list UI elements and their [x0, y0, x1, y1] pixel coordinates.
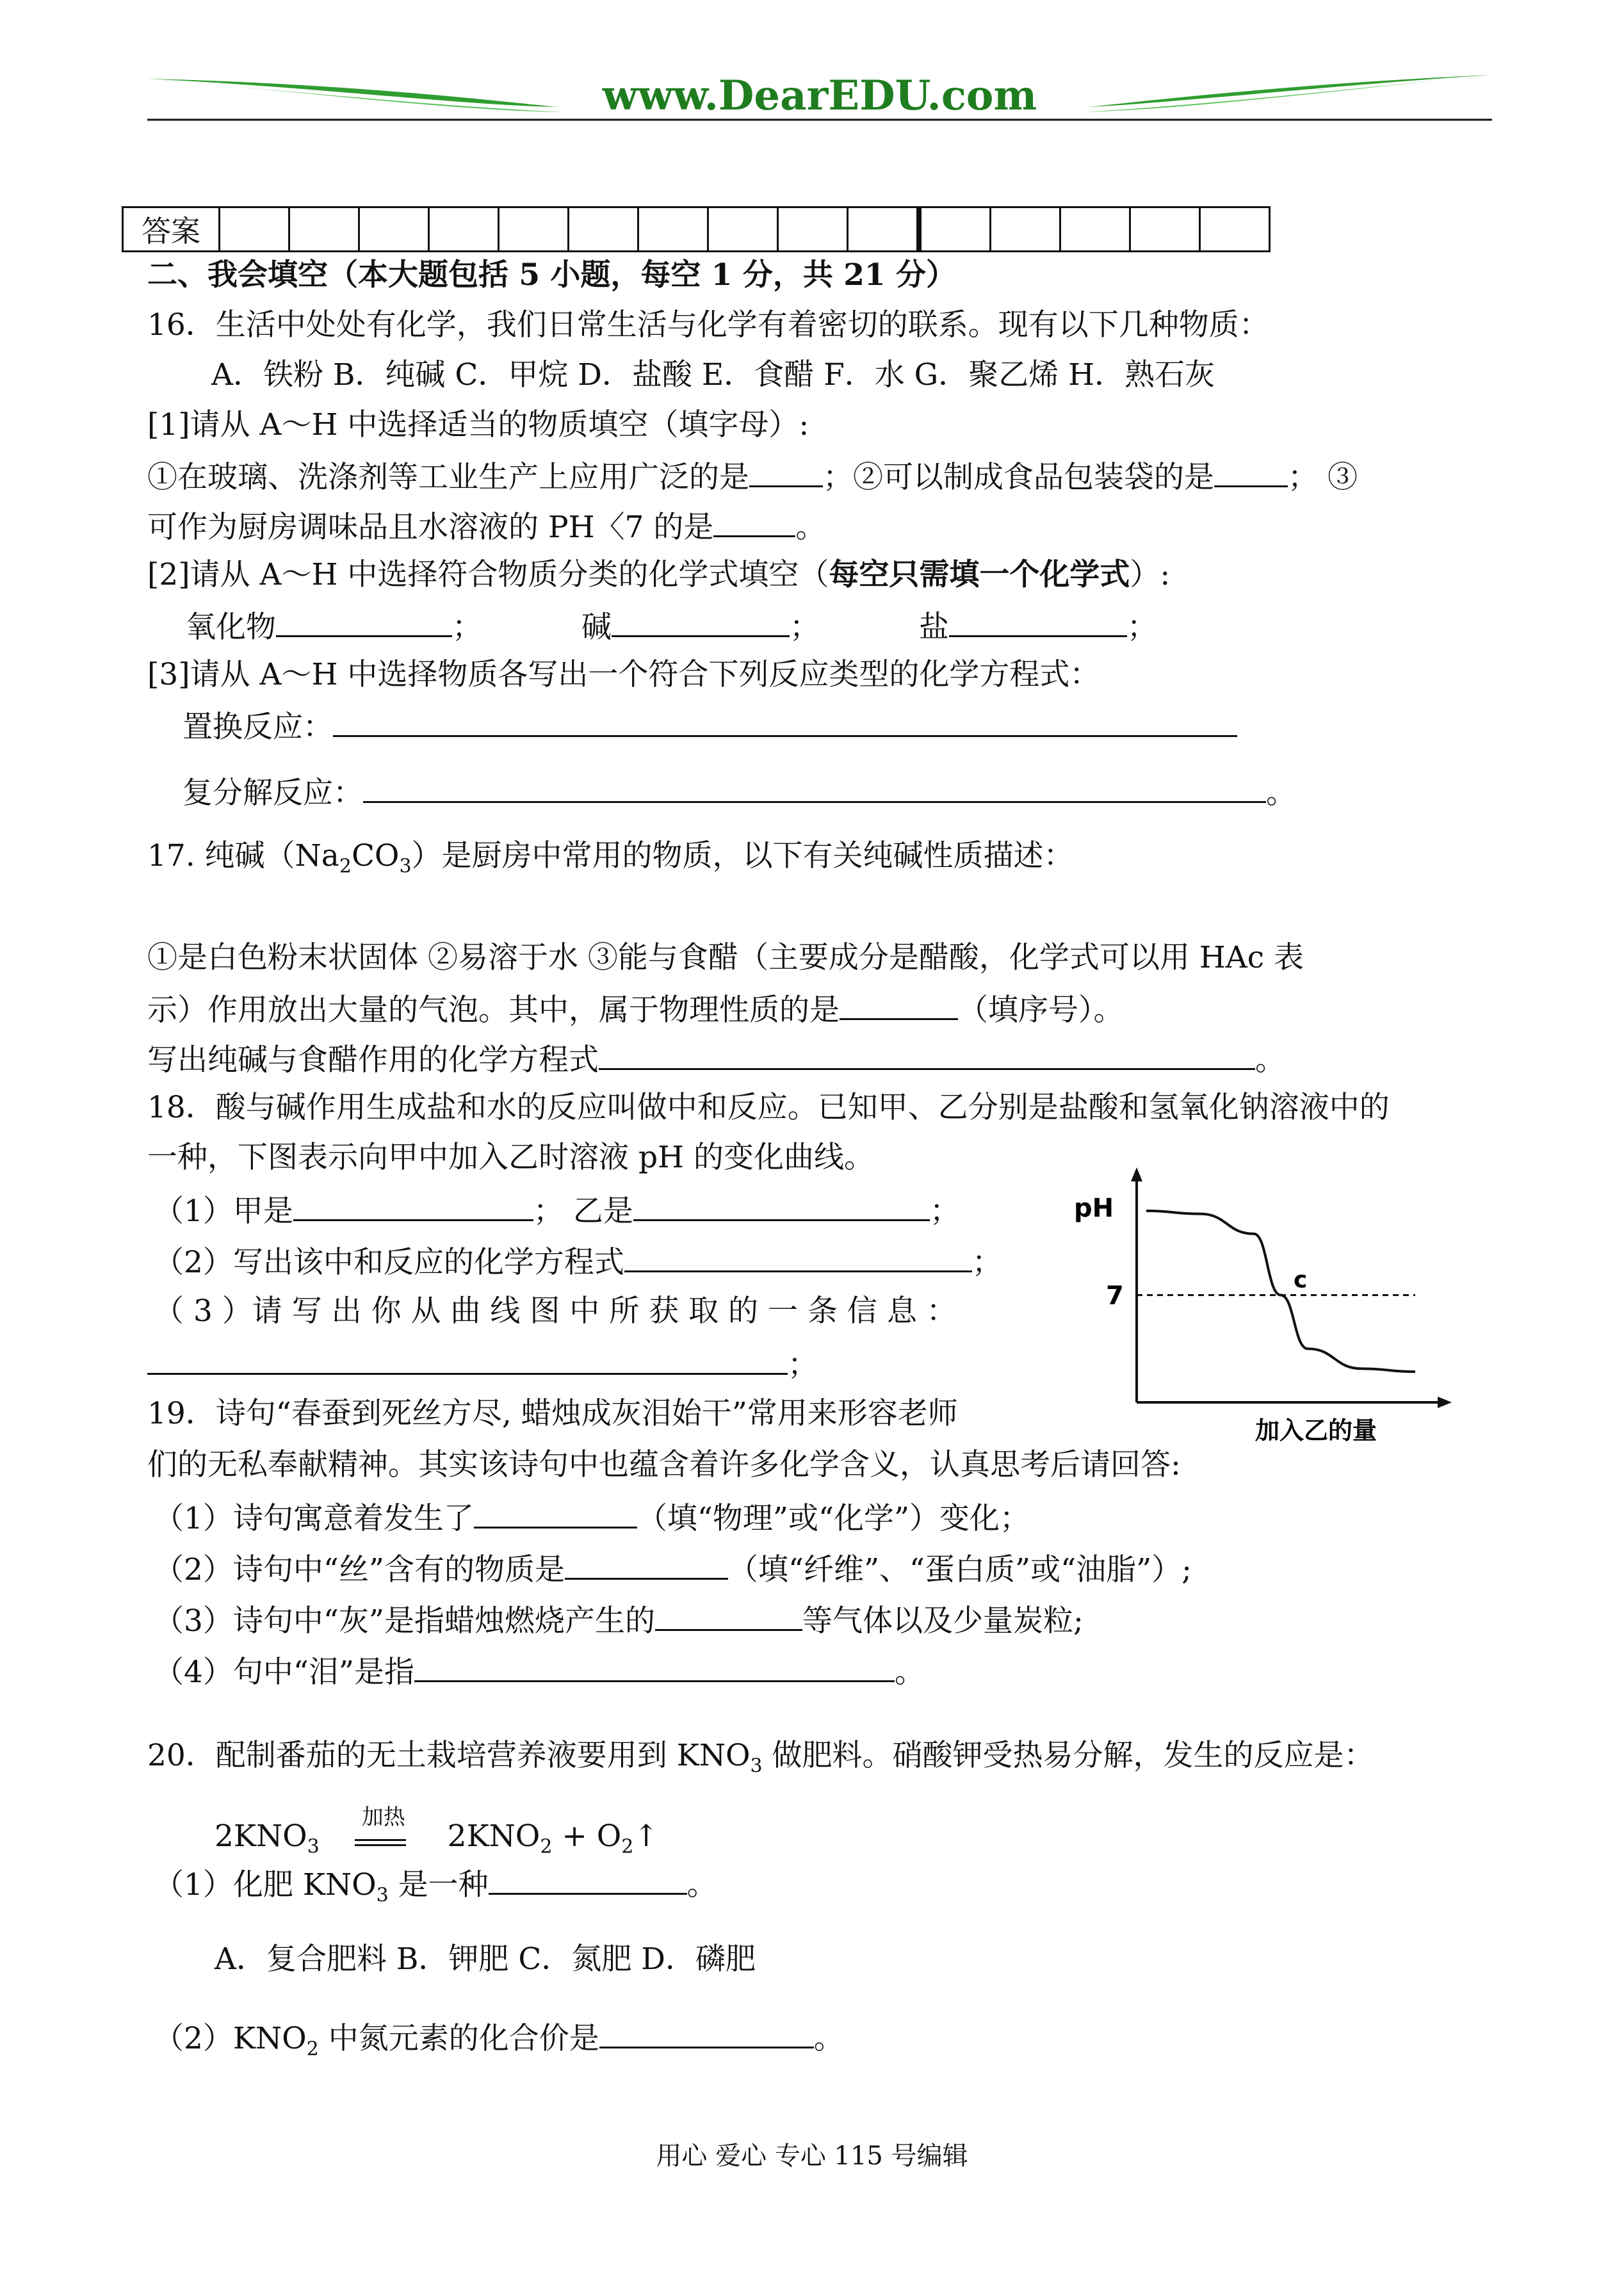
q18-blank-info[interactable] — [147, 1343, 788, 1375]
y-axis-label: pH — [1074, 1194, 1114, 1223]
answer-cell[interactable] — [220, 207, 289, 252]
answer-cell[interactable] — [708, 207, 778, 252]
y-tick-7: 7 — [1106, 1281, 1124, 1311]
x-axis-label: 加入乙的量 — [1255, 1416, 1377, 1444]
answer-cell[interactable] — [778, 207, 848, 252]
q17-line1: ①是白色粉末状固体 ②易溶于水 ③能与食醋（主要成分是醋酸，化学式可以用 HAc 表 — [147, 940, 1304, 975]
q17-blank-1[interactable] — [840, 989, 958, 1020]
q20-blank-1[interactable] — [489, 1863, 687, 1895]
q20-blank-2[interactable] — [599, 2017, 814, 2048]
page-footer: 用心 爱心 专心 115 号编辑 — [656, 2141, 968, 2171]
q18-sub2: （2）写出该中和反应的化学方程式 ； — [154, 1241, 1002, 1282]
q19-line1: 19．诗句“春蚕到死丝方尽, 蜡烛成灰泪始干”常用来形容老师 — [147, 1396, 958, 1431]
oxide-blank[interactable] — [276, 606, 452, 637]
q17-stem: 17. 纯碱$(Na_2CO_3)$是厨房中常用的物质，以下有关纯碱性质描述： — [147, 838, 1074, 878]
q16-stem: 16．生活中处处有化学，我们日常生活与化学有着密切的联系。现有以下几种物质： — [147, 307, 1269, 343]
q18-sub1: （1）甲是 ； 乙是 ； — [154, 1190, 960, 1231]
q18-line2: 一种，下图表示向甲中加入乙时溶液 pH 的变化曲线。 — [147, 1140, 874, 1175]
q18-blank-eq[interactable] — [624, 1241, 972, 1272]
answer-cell[interactable] — [289, 207, 359, 252]
q17-blank-2[interactable] — [599, 1039, 1255, 1070]
q19-sub1: （1）诗句寓意着发生了 （填“物理”或“化学”）变化； — [154, 1497, 1030, 1538]
q16-options: A．铁粉 B．纯碱 C．甲烷 D．盐酸 E．食醋 F．水 G．聚乙烯 H．熟石灰 — [211, 357, 1215, 393]
answer-cell[interactable] — [1060, 207, 1130, 252]
q19-sub3: （3）诗句中“灰”是指蜡烛燃烧产生的 等气体以及少量炭粒; — [154, 1600, 1084, 1641]
q16-blank-2[interactable] — [1214, 456, 1288, 487]
salt-blank[interactable] — [949, 606, 1127, 637]
q16-part3-title: [3]请从 A～H 中选择物质各写出一个符合下列反应类型的化学方程式： — [147, 657, 1100, 692]
answer-cell[interactable] — [359, 207, 429, 252]
q20-line1: 20．配制番茄的无土栽培营养液要用到 $KNO_3$ 做肥料。硝酸钾受热易分解，发生的反应是： — [147, 1738, 1374, 1778]
q16-blank-3[interactable] — [713, 506, 795, 537]
base-blank[interactable] — [612, 606, 790, 637]
x-axis-arrow — [1438, 1397, 1452, 1408]
answer-table — [122, 206, 1271, 252]
q19-sub4: （4）句中“泪”是指 。 — [154, 1651, 925, 1692]
q18-line1: 18．酸与碱作用生成盐和水的反应叫做中和反应。已知甲、乙分别是盐酸和氢氧化钠溶液中的 — [147, 1090, 1390, 1125]
q16-part2-line: 氧化物 ； 碱 ； 盐 ； — [186, 606, 1157, 647]
ph-curve — [1146, 1211, 1415, 1372]
point-c-label: c — [1294, 1267, 1308, 1293]
y-axis-arrow — [1131, 1167, 1142, 1181]
displacement-blank[interactable] — [333, 706, 1237, 737]
q16-displacement-line: 置换反应： — [183, 706, 1237, 747]
q19-blank-4[interactable] — [414, 1651, 895, 1682]
q19-blank-2[interactable] — [565, 1548, 728, 1580]
answer-cell[interactable] — [429, 207, 499, 252]
q19-blank-1[interactable] — [474, 1497, 637, 1529]
site-logo: www.DearEDU.com — [602, 72, 1037, 120]
answer-cell[interactable] — [991, 207, 1060, 252]
q17-line2: 示）作用放出大量的气泡。其中，属于物理性质的是 （填序号）。 — [147, 989, 1124, 1030]
q20-equation: $2KNO_3$ 加热 $2KNO_2$ + $O_2↑$ — [215, 1804, 659, 1858]
q16-double-decomp-line: 复分解反应： 。 — [183, 772, 1296, 813]
q18-sub3: （ 3 ）请 写 出 你 从 曲 线 图 中 所 获 取 的 一 条 信 息 ： — [154, 1293, 957, 1329]
header-banner — [147, 61, 1492, 138]
q20-sub2: $(2)KNO_2$ 中氮元素的化合价是 。 — [154, 2017, 844, 2058]
double-decomp-blank[interactable] — [363, 772, 1266, 803]
q19-line2: 们的无私奉献精神。其实该诗句中也蕴含着许多化学含义，认真思考后请回答: — [147, 1447, 1181, 1482]
answer-cell[interactable] — [919, 207, 991, 252]
q16-part2-title: [2]请从 A～H 中选择符合物质分类的化学式填空（每空只需填一个化学式）: — [147, 557, 1171, 592]
answer-cell[interactable] — [638, 207, 708, 252]
answer-cell[interactable] — [499, 207, 569, 252]
answer-cell[interactable] — [1130, 207, 1200, 252]
answer-cell[interactable] — [1200, 207, 1270, 252]
q19-blank-3[interactable] — [655, 1600, 802, 1631]
q17-line3: 写出纯碱与食醋作用的化学方程式 。 — [147, 1039, 1285, 1080]
ph-chart — [1060, 1162, 1457, 1444]
q16-part1-line2: 可作为厨房调味品且水溶液的 PH〈7 的是 。 — [147, 506, 825, 547]
answer-label: 答案 — [123, 207, 220, 252]
q18-blank-yi[interactable] — [633, 1190, 930, 1221]
q18-blank-jia[interactable] — [293, 1190, 533, 1221]
answer-cell[interactable] — [569, 207, 638, 252]
q16-part1-title: [1]请从 A～H 中选择适当的物质填空（填字母）: — [147, 407, 809, 442]
q16-part1-line: ①在玻璃、洗涤剂等工业生产上应用广泛的是 ；②可以制成食品包装袋的是 ； ③ — [147, 456, 1358, 497]
q20-options: A．复合肥料 B．钾肥 C．氮肥 D．磷肥 — [215, 1942, 756, 1977]
q18-sub3-answer: ； — [147, 1343, 818, 1384]
q19-sub2: （2）诗句中“丝”含有的物质是 （填“纤维”、“蛋白质”或“油脂”）; — [154, 1548, 1192, 1589]
answer-cell[interactable] — [848, 207, 920, 252]
section-title: 二、我会填空（本大题包括 5 小题，每空 1 分，共 21 分） — [147, 257, 956, 293]
q20-sub1: （1）化肥 $KNO_3$ 是一种 。 — [154, 1863, 717, 1904]
q16-blank-1[interactable] — [749, 456, 823, 487]
